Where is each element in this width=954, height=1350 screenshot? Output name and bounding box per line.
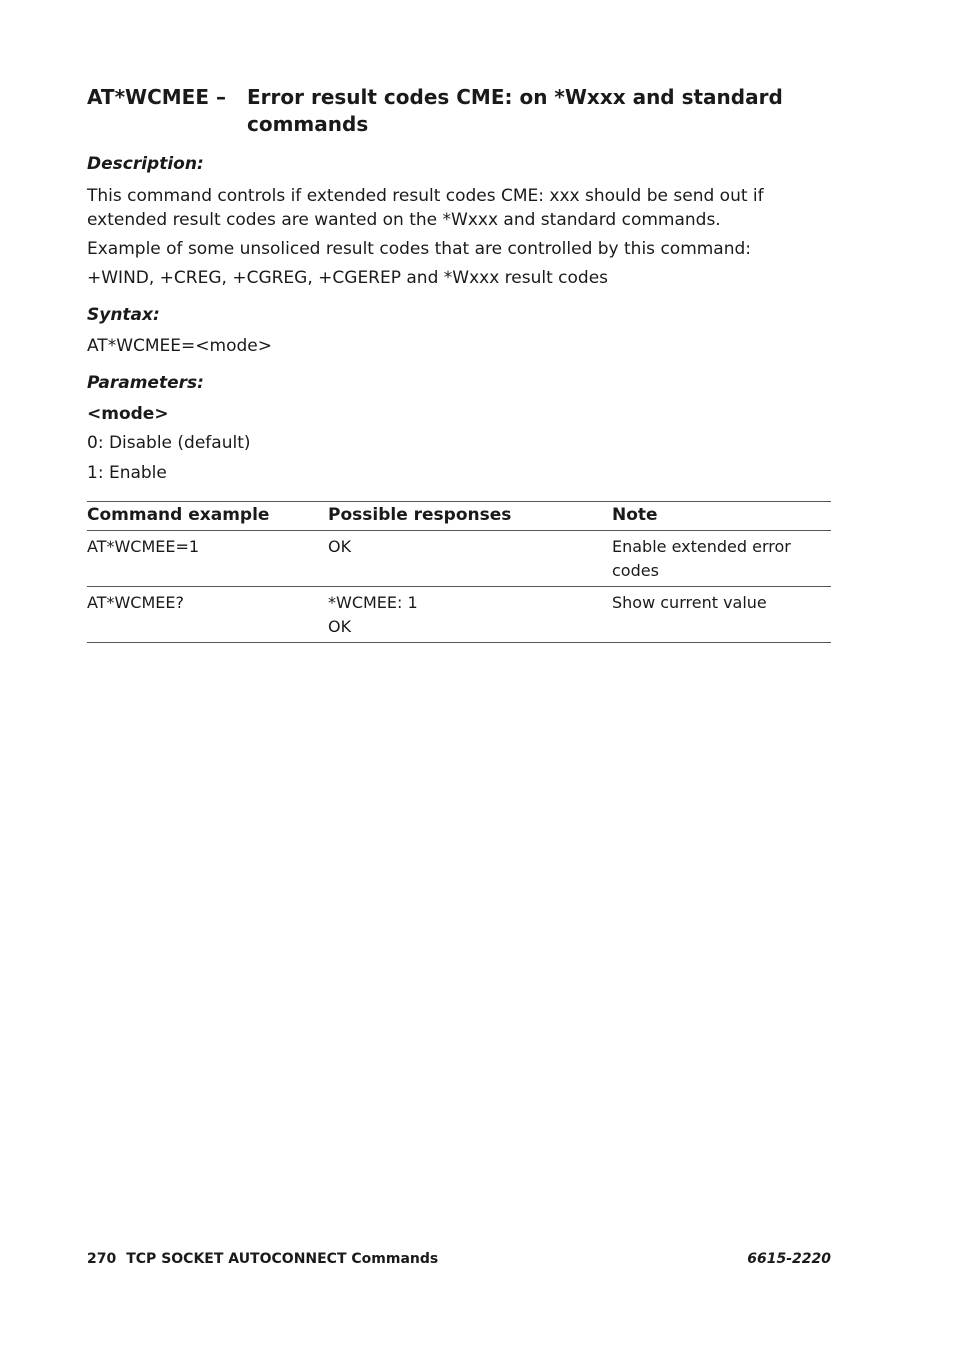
- command-table: [87, 501, 831, 643]
- parameter-option-0: 0: Disable (default): [87, 433, 251, 453]
- page-number: 270: [87, 1251, 117, 1267]
- page-footer-left: [87, 1251, 438, 1267]
- footer-section-title: TCP SOCKET AUTOCONNECT Commands: [126, 1251, 439, 1267]
- syntax-value: AT*WCMEE=<mode>: [87, 336, 272, 356]
- syntax-label: Syntax:: [87, 305, 160, 325]
- cell-note: Show current value: [612, 587, 831, 643]
- cell-response: *WCMEE: 1 OK: [328, 587, 612, 643]
- title-command: AT*WCMEE –: [87, 85, 226, 109]
- description-paragraph-2: Example of some unsoliced result codes that are controlled by this command:: [87, 239, 752, 259]
- title-description: Error result codes CME: on *Wxxx and standard commands: [247, 85, 783, 136]
- section-title: [87, 84, 832, 138]
- header-command-example: Command example: [87, 502, 328, 531]
- table-header-row: [87, 502, 831, 531]
- description-paragraph-3: +WIND, +CREG, +CGREG, +CGEREP and *Wxxx result codes: [87, 268, 609, 288]
- header-note: Note: [612, 502, 831, 531]
- parameters-label: Parameters:: [87, 373, 204, 393]
- description-label: Description:: [87, 154, 204, 174]
- table-row: [87, 531, 831, 587]
- parameter-name: <mode>: [87, 404, 169, 424]
- cell-response: OK: [328, 531, 612, 587]
- header-possible-responses: Possible responses: [328, 502, 612, 531]
- cell-note: Enable extended error codes: [612, 531, 831, 587]
- description-paragraph-1: This command controls if extended result codes CME: xxx should be send out if extended result codes are wanted on the *Wxxx and standard commands.: [87, 186, 764, 230]
- cell-command: AT*WCMEE=1: [87, 531, 328, 587]
- parameter-option-1: 1: Enable: [87, 463, 167, 483]
- cell-command: AT*WCMEE?: [87, 587, 328, 643]
- table-row: [87, 587, 831, 643]
- document-number: 6615-2220: [747, 1251, 831, 1267]
